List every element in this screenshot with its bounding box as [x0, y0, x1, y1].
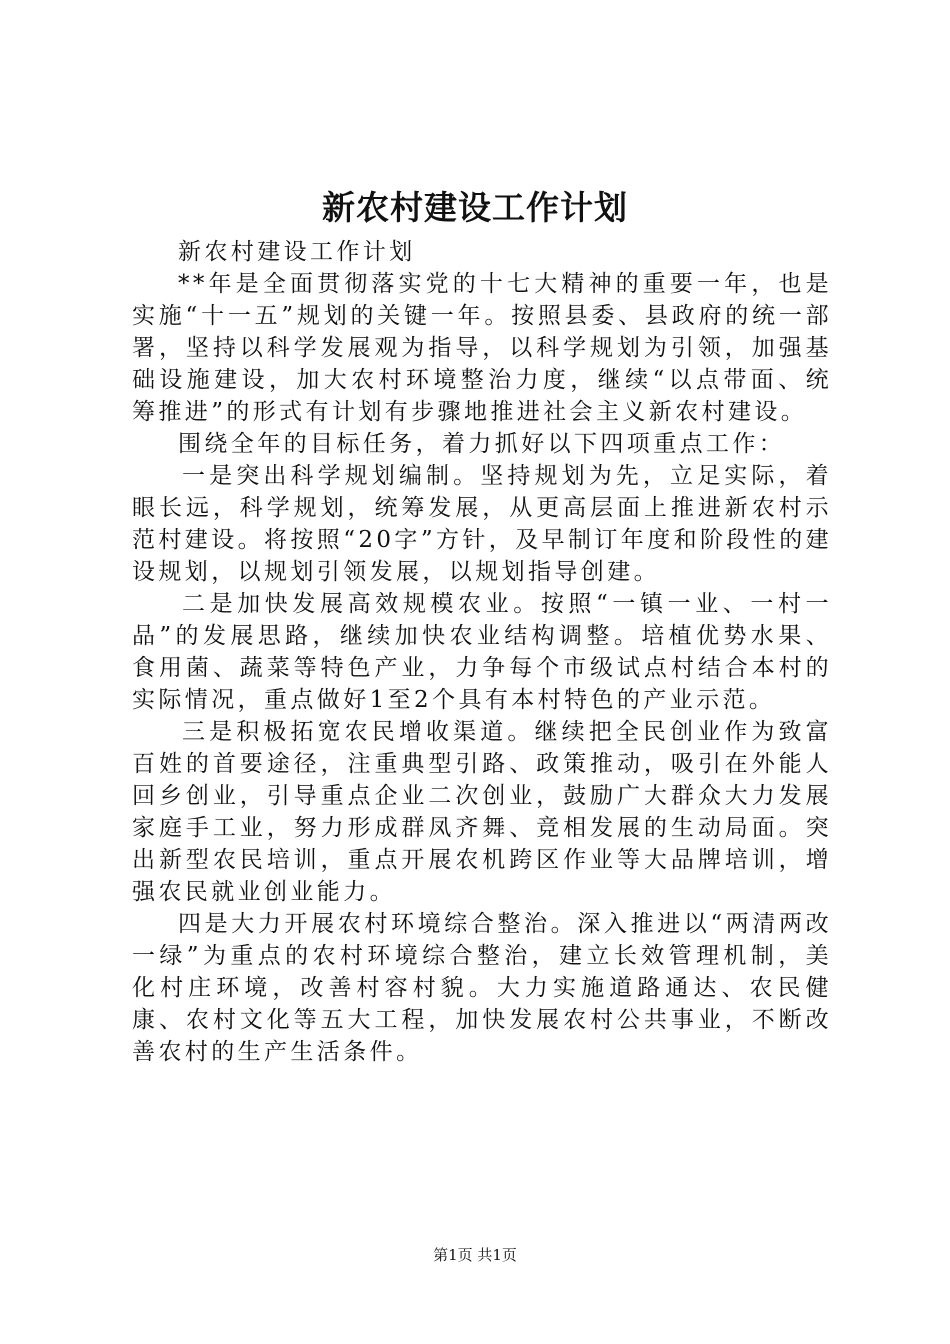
paragraph-task-3: 三是积极拓宽农民增收渠道。继续把全民创业作为致富百姓的首要途径，注重典型引路、政策推动，吸引在外能人回乡创业，引导重点企业二次创业，鼓励广大群众大力发展家庭手工业，努力形成群凤齐舞、竞相发展的生动局面。突出新型农民培训，重点开展农机跨区作业等大品牌培训，增强农民就业创业能力。	[132, 719, 832, 905]
paragraph-task-4: 四是大力开展农村环境综合整治。深入推进以“两清两改一绿”为重点的农村环境综合整治，建立长效管理机制，美化村庄环境，改善村容村貌。大力实施道路通达、农民健康、农村文化等五大工程，加快发展农村公共事业，不断改善农村的生产生活条件。	[132, 911, 832, 1065]
paragraph-overview: 围绕全年的目标任务，着力抓好以下四项重点工作：	[178, 431, 786, 457]
page-footer: 第1页 共1页	[433, 1246, 517, 1264]
paragraph-task-2: 二是加快发展高效规模农业。按照“一镇一业、一村一品”的发展思路，继续加快农业结构调整。培植优势水果、食用菌、蔬菜等特色产业，力争每个市级试点村结合本村的实际情况，重点做好1至2个具有本村特色的产业示范。	[132, 591, 832, 713]
paragraph-intro: **年是全面贯彻落实党的十七大精神的重要一年，也是实施“十一五”规划的关键一年。按照县委、县政府的统一部署，坚持以科学发展观为指导，以科学规划为引领，加强基础设施建设，加大农村环境整治力度，继续“以点带面、统筹推进”的形式有计划有步骤地推进社会主义新农村建设。	[132, 271, 832, 425]
document-title: 新农村建设工作计划	[322, 188, 628, 227]
document-body	[132, 236, 832, 1068]
paragraph-task-1: 一是突出科学规划编制。坚持规划为先，立足实际，着眼长远，科学规划，统筹发展，从更高层面上推进新农村示范村建设。将按照“20字”方针，及早制订年度和阶段性的建设规划，以规划引领发展，以规划指导创建。	[132, 463, 832, 585]
paragraph-subtitle: 新农村建设工作计划	[178, 239, 416, 265]
